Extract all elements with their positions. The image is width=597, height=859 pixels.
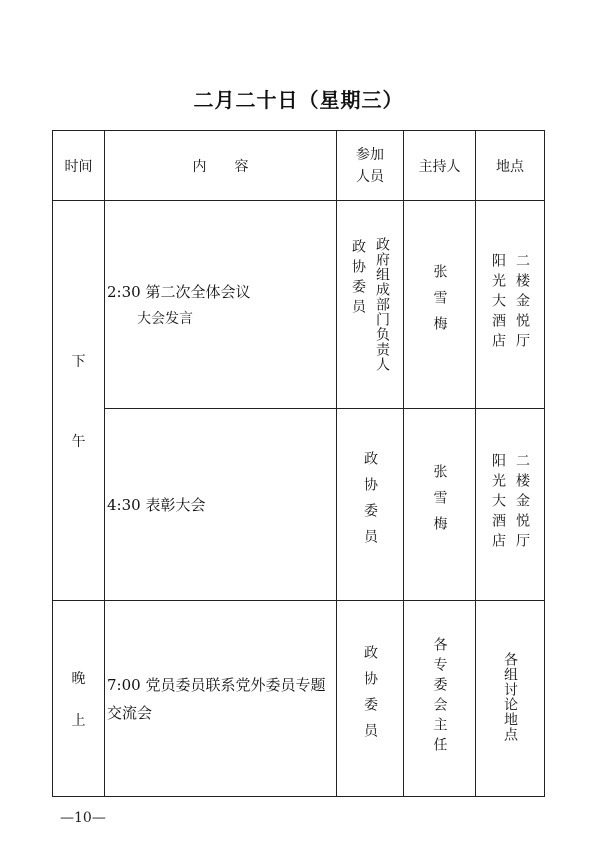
period-afternoon — [53, 201, 105, 601]
participants-cell — [337, 409, 404, 601]
participants-col-a: 政府组成部门负责人 — [374, 237, 390, 372]
header-content: 内 容 — [105, 131, 337, 201]
period-afternoon-char2: 午 — [71, 433, 86, 450]
period-afternoon-char1: 下 — [71, 353, 86, 370]
participants: 政协委员 — [362, 644, 378, 749]
table-row — [53, 601, 545, 797]
session-title-line2: 交流会 — [107, 703, 153, 722]
header-location: 地点 — [476, 131, 545, 201]
location: 各组讨论地点 — [502, 651, 518, 742]
location-col-a: 二楼金悦厅 — [514, 252, 530, 353]
header-participants-line1: 参加 — [356, 146, 384, 163]
host-cell — [404, 601, 476, 797]
location-cell — [476, 409, 545, 601]
participants-col-b: 政协委员 — [350, 239, 366, 319]
table-row — [53, 409, 545, 601]
header-time: 时间 — [53, 131, 105, 201]
header-host: 主持人 — [404, 131, 476, 201]
host-cell — [404, 201, 476, 409]
host-name: 各专委会主任 — [431, 636, 448, 757]
host-cell — [404, 409, 476, 601]
location-cell — [476, 201, 545, 409]
participants: 政协委员 — [362, 450, 378, 555]
table-header-row — [53, 131, 545, 201]
session-title: 2:30 第二次全体会议 — [107, 282, 251, 301]
session-title-line1: 7:00 党员委员联系党外委员专题 — [107, 675, 326, 694]
location-cell — [476, 601, 545, 797]
header-participants — [337, 131, 404, 201]
content-cell — [105, 201, 337, 409]
content-cell — [105, 409, 337, 601]
location-col-b: 阳光大酒店 — [490, 452, 506, 553]
table-row — [53, 201, 545, 409]
period-evening-char2: 上 — [71, 712, 86, 729]
session-subtitle: 大会发言 — [137, 310, 193, 327]
header-participants-line2: 人员 — [356, 168, 384, 185]
period-evening-char1: 晚 — [71, 670, 86, 687]
page-title: 二月二十日（星期三） — [193, 88, 404, 112]
location-col-b: 阳光大酒店 — [490, 252, 506, 353]
participants-cell — [337, 601, 404, 797]
page-number: —10— — [60, 810, 106, 826]
session-title: 4:30 表彰大会 — [107, 495, 206, 514]
period-evening — [53, 601, 105, 797]
participants-cell — [337, 201, 404, 409]
schedule-table — [52, 130, 545, 797]
location-col-a: 二楼金悦厅 — [514, 452, 530, 553]
host-name: 张雪梅 — [431, 463, 448, 542]
content-cell — [105, 601, 337, 797]
host-name: 张雪梅 — [431, 263, 448, 342]
